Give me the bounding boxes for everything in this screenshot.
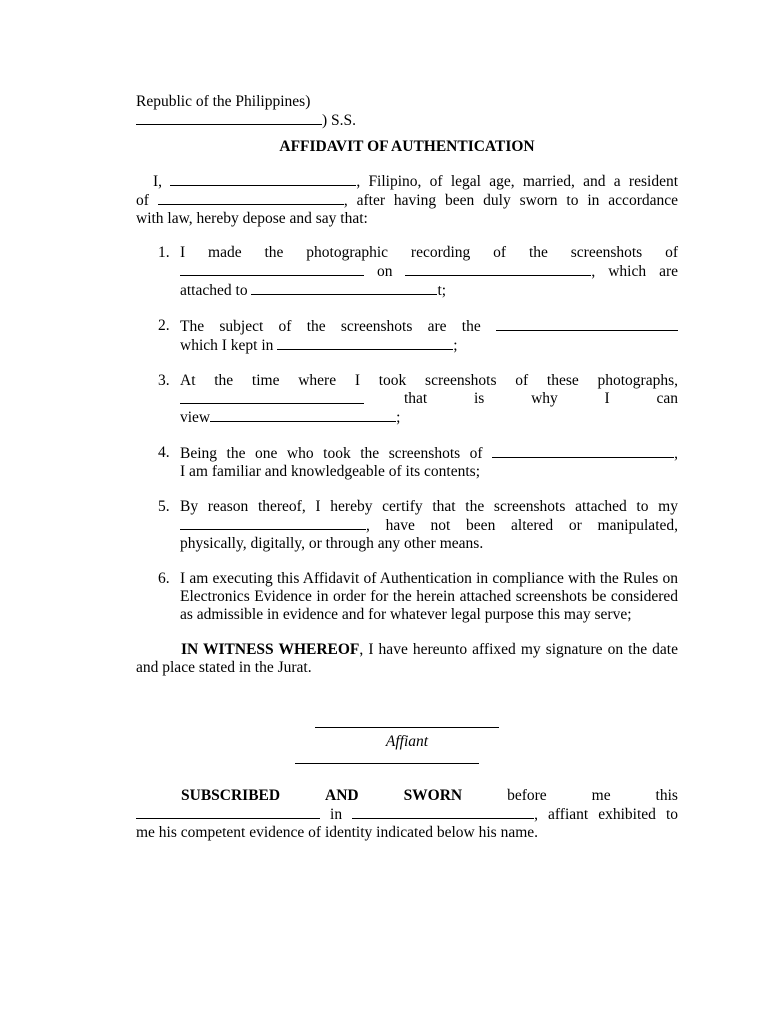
jurat-date-blank [136,805,320,819]
venue-header [136,93,678,130]
intro-paragraph: I, , Filipino, of legal age, married, and a resident of , after having been duly sworn to in accordance with law, hereby depose and say that: [136,173,678,227]
list-item: 5. By reason thereof, I hereby certify that the screenshots attached to my , have not been altered or manipulated, physically, digitally, or through any other means. [158,498,678,552]
list-item: 6. I am executing this Affidavit of Authentication in compliance with the Rules on Electronics Evidence in order for the herein attached screenshots be considered as admissible in evidence and for whatever legal purpose this may serve; [158,570,678,623]
jurat-place-blank [352,805,534,819]
list-item: 1. I made the photographic recording of the screenshots of on , which are attached to t; [158,244,678,299]
affiant-signature-line [315,713,499,728]
affiant-name-blank [170,172,356,186]
second-signature-line [295,755,479,764]
residence-blank [158,191,344,205]
list-item: 4. Being the one who took the screenshots of , I am familiar and knowledgeable of its contents; [158,444,679,480]
affiant-label: Affiant [385,733,429,750]
list-item: 3. At the time where I took screenshots of these photographs, that is why I can view ; [158,372,678,426]
document-title: AFFIDAVIT OF AUTHENTICATION [279,138,535,155]
statements-list [136,244,678,624]
venue-blank [136,111,322,125]
list-item: 2. The subject of the screenshots are the which I kept in ; [136,317,678,355]
jurat-paragraph: SUBSCRIBED AND SWORN before me this in , affiant exhibited to me his competent evidence of identity indicated below his name. [136,787,678,841]
signature-block [136,713,678,769]
witness-paragraph: IN WITNESS WHEREOF, I have hereunto affixed my signature on the date and place stated in the Jurat. [136,641,678,676]
republic-line: Republic of the Philippines) [136,93,311,110]
ss-line: ) S.S. [136,111,678,130]
affidavit-document [136,93,678,842]
